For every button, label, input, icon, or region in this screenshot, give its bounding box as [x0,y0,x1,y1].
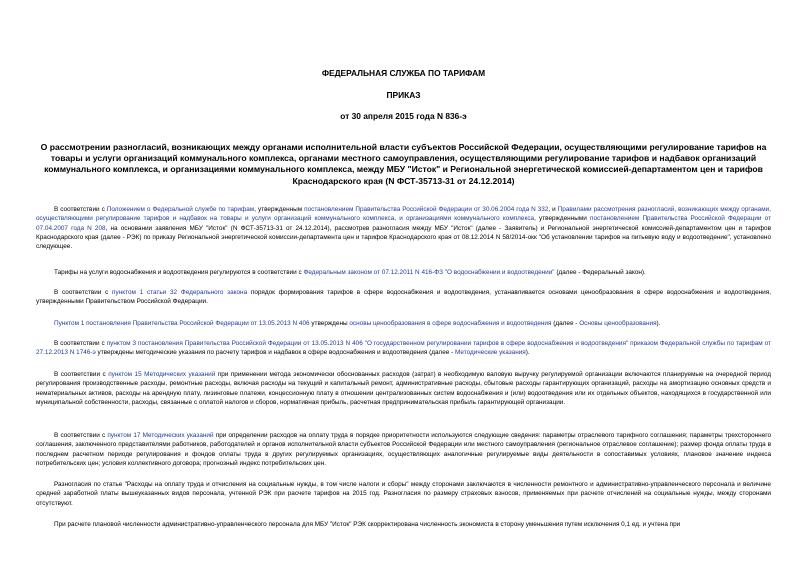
document-type: ПРИКАЗ [386,90,421,100]
text: , утвержденными [534,215,590,223]
link-resolution-406[interactable]: Пунктом 1 постановления Правительства Российской Федерации от 13.05.2013 N 406 [54,320,310,327]
document-subject: О рассмотрении разногласий, возникающих между органами исполнительной власти субъектов Российской Федерации, осуществляющими регулирование тарифов на товары и услуги организаций коммунального комплекса, органами местного самоуправления, осуществляющими регулирование тарифов и надбавок организаций коммунального комплекса, и организациями коммунального комплекса, между МБУ "Исток" и Региональной энергетической комиссией-департаментом цен и тарифов Краснодарского края (N ФСТ-35713-31 от 24.12.2014) [40,142,767,186]
document-date-number: от 30 апреля 2015 года N 836-э [340,111,467,121]
paragraph-clause-15 [36,370,771,407]
paragraph-tariff-regulation [36,268,771,277]
text: утверждены методические указания по расчету тарифов и надбавок в сфере водоснабжения и водоотведения (далее - [95,349,456,357]
text: В соответствии с [54,289,113,296]
text: , и [548,206,558,213]
paragraph-staff-calculation [36,520,771,529]
link-methodical-guidelines[interactable]: Методические указания [455,349,526,357]
link-fst-regulation[interactable]: Положением о Федеральной службе по тарифам [106,206,255,213]
text: В соответствии с [54,432,108,439]
text: ). [656,320,661,327]
text: ). [525,349,530,357]
text: При расчете плановой численности административно-управленческого персонала для МБУ "Исток" РЭК скорректирована численность экономиста в сторону уменьшения путем исключения 0,1 ед. и учтена при [54,521,681,528]
text: при применении метода экономически обоснованных расходов (затрат) в необходимую валовую выручку регулируемой организации включаются планируемые на очередной период регулирования производственные расходы, ремонтные расходы, включая расходы на текущий и капитальный ремонт, административные расходы, сбытовые расходы гарантирующих организаций, расходы на амортизацию основных средств и нематериальных активов, расходы на арендную плату, лизинговые платежи, концессионную плату в отношении централизованных систем водоснабжения и (или) водоотведения или их отдельных объектов, находящихся в государственной или муниципальной собственности, расходы, связанные с оплатой налогов и сборов, нормативная прибыль, расчетная предпринимательская прибыль гарантирующей организации. [36,371,771,406]
link-order-1746[interactable]: пунктом 3 постановления Правительства Российской Федерации от 13.05.2013 N 406 "О государственном регулировании тарифов в сфере водоснабжения и водоотведения" приказом Федеральной службы по тарифам от 27.12.2013 N 1746-э [36,340,772,357]
text: утверждены [309,320,350,327]
text: , утвержденным [254,206,305,213]
text: В соответствии с [54,340,107,347]
text: , на основании заявления МБУ "Исток" (N ФСТ-35713-31 от 24.12.2014), рассмотрев разногласия между МБУ "Исток" (далее - Заявитель) и Региональной энергетической комиссией-департаментом цен и тарифов Краснодарского края (далее - РЭК) по приказу Региональной энергетической комиссии-департамента цен и тарифов Краснодарского края от 08.12.2014 N 58/2014-окк "Об установлении тарифов на питьевую воду и водоотведение", установлено следующее. [36,224,771,251]
paragraph-legal-basis [36,205,771,251]
link-federal-law-416[interactable]: Федеральным законом от 07.12.2011 N 416-ФЗ "О водоснабжении и водоотведении" [303,269,555,276]
paragraph-article-32 [36,288,771,307]
link-resolution-332[interactable]: постановлением Правительства Российской Федерации от 30.06.2004 года N 332 [304,206,549,213]
link-clause-15[interactable]: пунктом 15 Методических указаний [108,371,216,378]
link-pricing-basics[interactable]: основы ценообразования в сфере водоснабжения и водоотведения [349,320,552,327]
text: В соответствии с [54,371,109,378]
link-dispute-rules[interactable]: Правилами рассмотрения разногласий, возникающих между органами, осуществляющими регулирование тарифов и надбавок на товары и услуги организаций коммунального комплекса, и организациями коммунального комплекса [36,206,771,223]
link-article-32[interactable]: пунктом 1 статьи 32 Федерального закона [112,289,248,296]
text: (далее - Федеральный закон). [554,269,646,276]
link-clause-17[interactable]: пунктом 17 Методических указаний [107,432,214,439]
paragraph-methodical-guidelines [36,339,771,358]
paragraph-clause-17 [36,431,771,468]
paragraph-labor-dispute [36,480,771,508]
agency-title: ФЕДЕРАЛЬНАЯ СЛУЖБА ПО ТАРИФАМ [321,68,486,78]
text: (далее - [551,320,580,327]
link-resolution-208[interactable]: постановлением Правительства Российской Федерации от 07.04.2007 года N 208 [36,215,771,232]
text: порядок формирования тарифов в сфере водоснабжения и водоотведения, устанавливается основами ценообразования в сфере водоснабжения и водоотведения, утвержденными Правительством Российской Федерации. [36,289,771,306]
text: Разногласия по статье "Расходы на оплату труда и отчисления на социальные нужды, в том числе налоги и сборы" между сторонами заключаются в численности ремонтного и административно-управленческого персонала и величине средней заработной платы вышеуказанных видов персонала, учтенной РЭК при расчете тарифов на 2015 год. Разногласия по размеру страховых взносов, применяемых при расчете отчислений на социальные нужды, между сторонами отсутствуют. [36,481,771,507]
text: Тарифы на услуги водоснабжения и водоотведения регулируются в соответствии с [54,269,304,276]
text: В соответствии с [54,206,107,213]
text: при определении расходов на оплату труда в порядке приоритетности используются следующие сведения: параметры отраслевого тарифного соглашения; параметры трехстороннего соглашения, заключенного представителями работников, работодателей и органов исполнительной власти субъектов Российской Федерации или местного самоуправления (региональное отраслевое соглашение); размер фонда оплаты труда в последнем расчетном периоде регулирования и фондов оплаты труда в других регулируемых организациях, осуществляющих аналогичные регулируемые виды деятельности в сопоставимых условиях, плановое значение индекса потребительских цен; условия коллективного договора; прогнозный индекс потребительских цен. [36,432,771,467]
paragraph-pricing-basics [36,319,771,328]
link-pricing-basics-short[interactable]: Основы ценообразования [579,320,657,327]
